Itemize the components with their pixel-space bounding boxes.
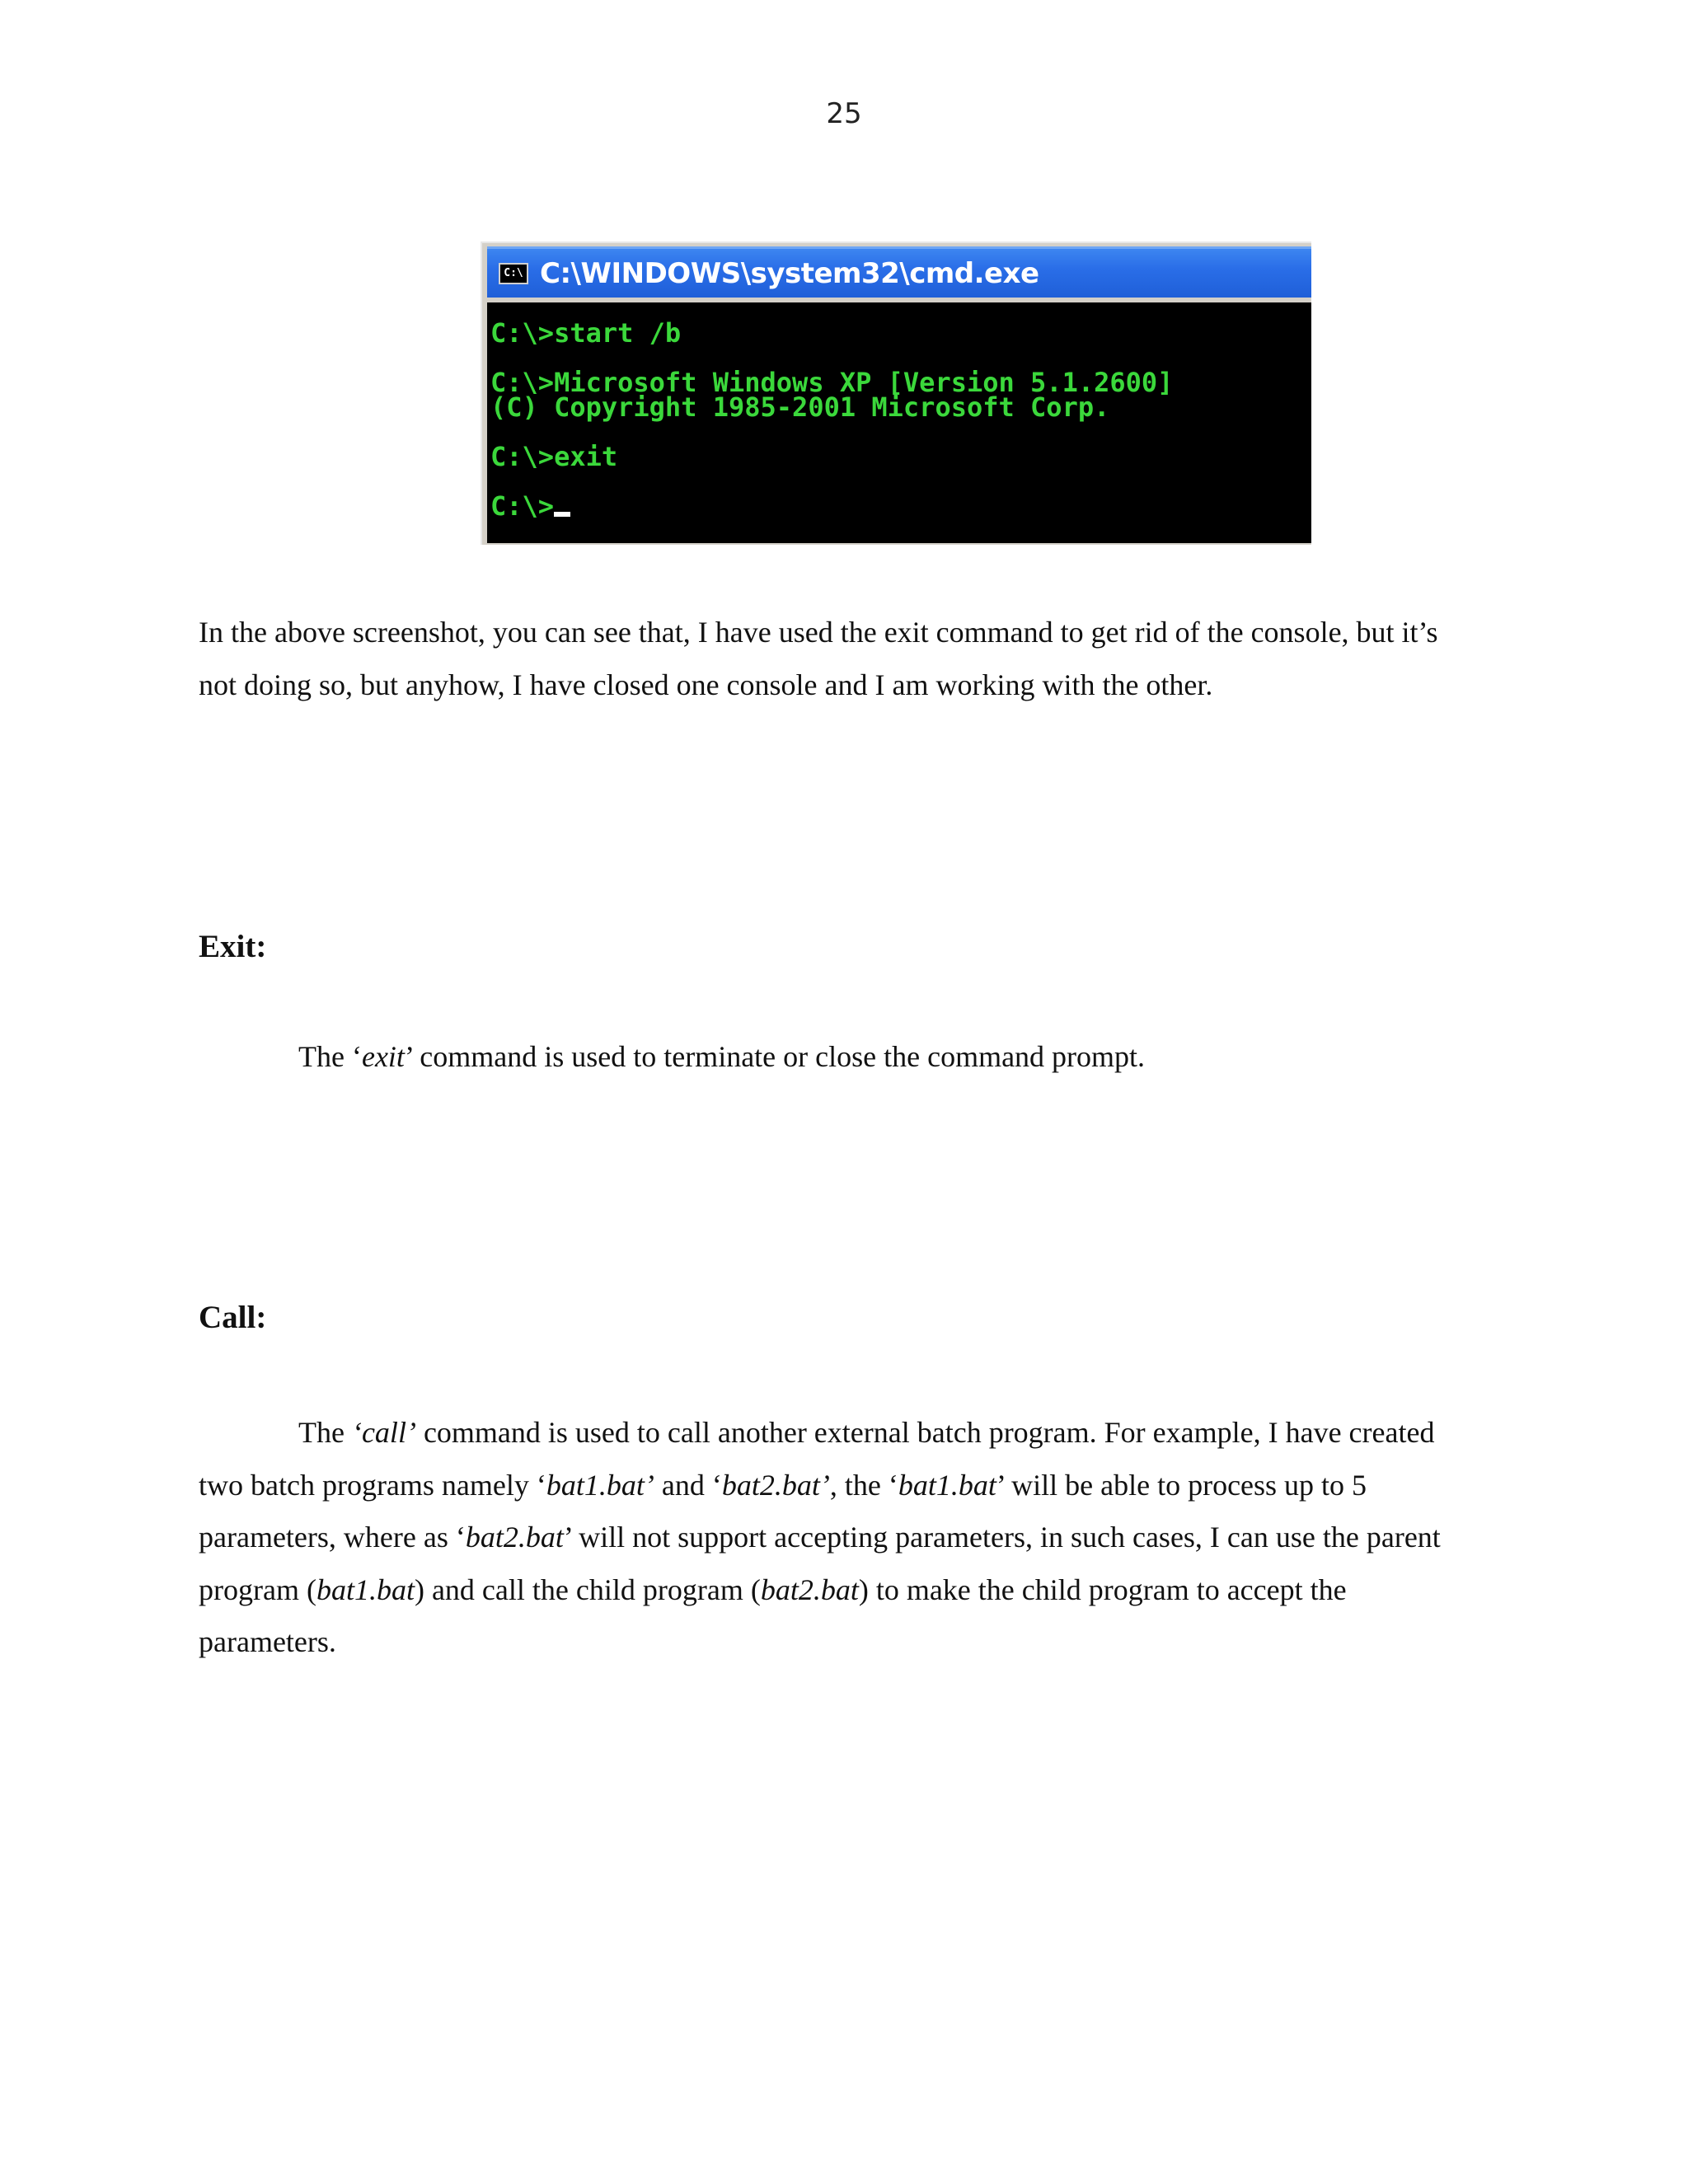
console-prompt: C:\> xyxy=(490,490,555,522)
filename-bat2: bat2.bat xyxy=(465,1521,564,1554)
filename-bat1: bat1.bat xyxy=(898,1468,996,1502)
call-line-4 xyxy=(199,1564,1484,1617)
exit-description-line xyxy=(199,1031,1484,1084)
filename-bat2: bat2.bat xyxy=(760,1572,859,1606)
intro-paragraph xyxy=(199,607,1484,711)
cmd-window-screenshot xyxy=(481,241,1311,545)
text-fragment: ) to make the child program to accept the xyxy=(858,1572,1347,1606)
text-fragment: ) and call the child program ( xyxy=(414,1572,761,1606)
console-icon: C:\ xyxy=(499,263,528,284)
exit-command-name: exit xyxy=(361,1040,405,1073)
text-fragment: ’ will be able to process up to 5 xyxy=(996,1468,1367,1502)
cmd-window-title: C:\WINDOWS\system32\cmd.exe xyxy=(540,256,1039,290)
text-fragment: ’ will not support accepting parameters, in such cases, I can use the parent xyxy=(563,1521,1441,1554)
filename-bat1: bat1.bat’ xyxy=(546,1468,654,1502)
text-fragment: command is used to call another external batch program. For example, I have created xyxy=(415,1416,1435,1449)
page-number: 25 xyxy=(826,97,862,130)
text-fragment: program ( xyxy=(199,1572,316,1606)
console-line: C:\>Microsoft Windows XP [Version 5.1.2600] xyxy=(490,367,1174,398)
call-line-3 xyxy=(199,1511,1484,1564)
cursor-icon xyxy=(554,512,570,517)
call-heading: Call: xyxy=(199,1300,267,1335)
filename-bat2: bat2.bat’ xyxy=(721,1468,830,1502)
text-fragment: The ‘ xyxy=(298,1040,362,1073)
cmd-console-output xyxy=(487,302,1311,543)
exit-description xyxy=(199,1031,1484,1084)
text-fragment: , the ‘ xyxy=(829,1468,898,1502)
text-fragment: and ‘ xyxy=(654,1468,722,1502)
console-line: (C) Copyright 1985-2001 Microsoft Corp. xyxy=(490,391,1110,423)
call-description xyxy=(199,1407,1484,1669)
call-line-5: parameters. xyxy=(199,1625,336,1658)
console-line xyxy=(490,469,1311,494)
call-line-1 xyxy=(199,1407,1484,1460)
filename-bat1: bat1.bat xyxy=(316,1572,415,1606)
text-fragment: ’ command is used to terminate or close the command prompt. xyxy=(404,1040,1146,1073)
intro-line-2: not doing so, but anyhow, I have closed one console and I am working with the other. xyxy=(199,668,1213,701)
console-line: C:\>start /b xyxy=(490,317,682,349)
exit-heading: Exit: xyxy=(199,929,267,964)
intro-line-1: In the above screenshot, you can see that, I have used the exit command to get rid of the console, but it’s xyxy=(199,616,1438,649)
console-prompt-line xyxy=(490,490,1311,522)
call-line-2 xyxy=(199,1460,1484,1512)
text-fragment: two batch programs namely ‘ xyxy=(199,1468,546,1502)
text-fragment: parameters, where as ‘ xyxy=(199,1521,466,1554)
cmd-title-bar xyxy=(487,246,1311,298)
call-command-name: ‘call’ xyxy=(351,1416,416,1449)
console-line: C:\>exit xyxy=(490,441,618,472)
text-fragment: The xyxy=(298,1416,352,1449)
